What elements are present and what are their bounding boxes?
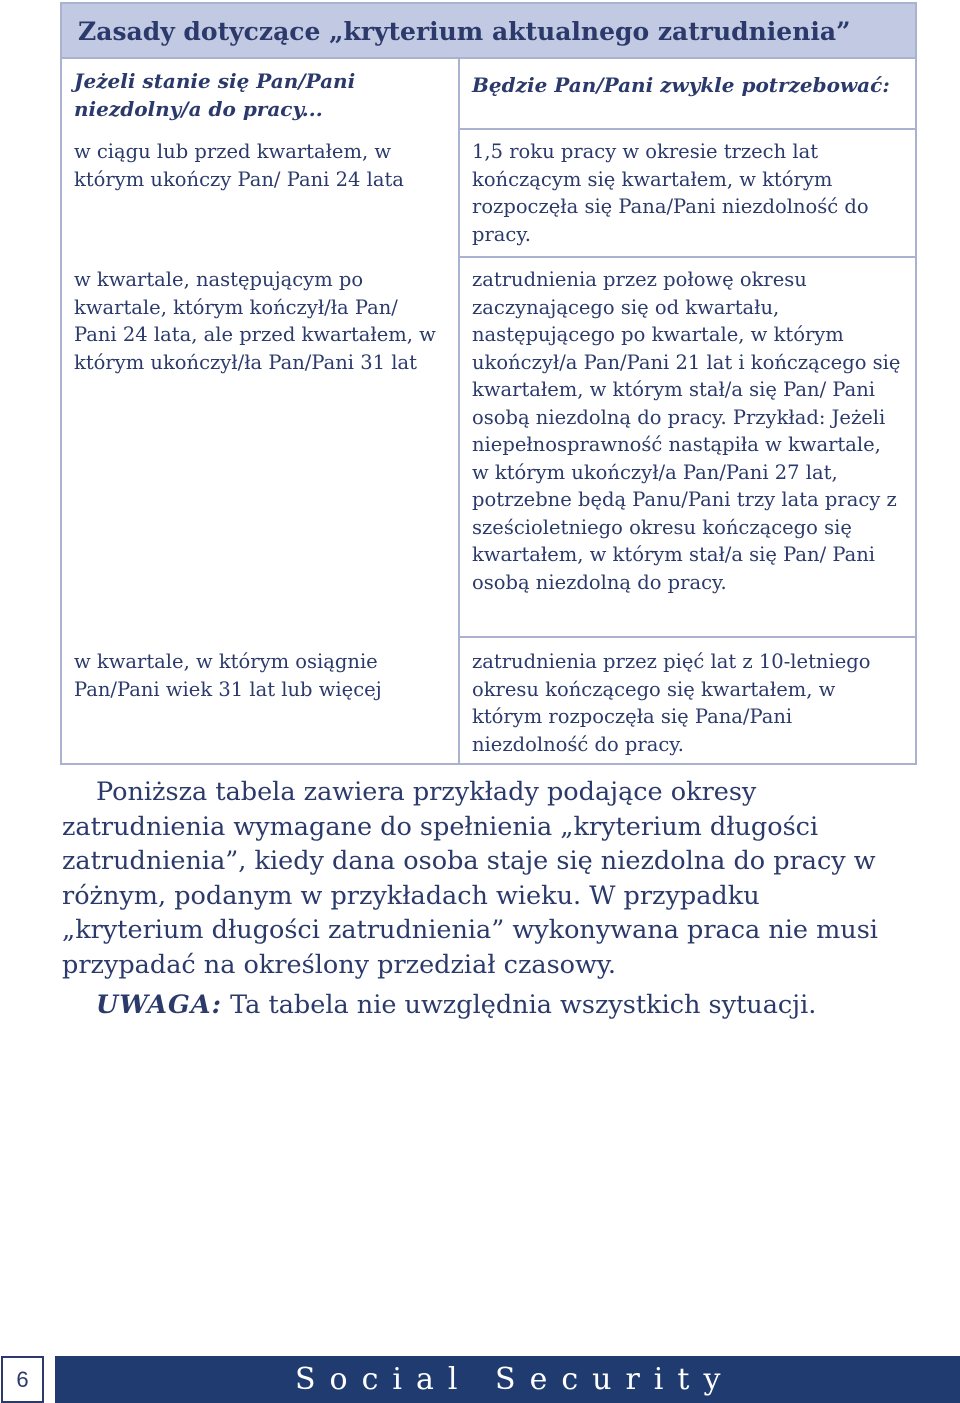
row-1-requirement: 1,5 roku pracy w okresie trzech lat kończącym się kwartałem, w którym rozpoczęła się Pana/Pani niezdolność do pracy. — [458, 130, 915, 258]
row-3-requirement: zatrudnienia przez pięć lat z 10-letniego okresu kończącego się kwartałem, w którym rozpoczęła się Pana/Pani niezdolność do pracy. — [458, 638, 915, 763]
row-2-condition: w kwartale, następującym po kwartale, którym kończył/ła Pan/ Pani 24 lata, ale przed kwartałem, w którym ukończył/ła Pan/Pani 31 lat — [74, 268, 436, 374]
note — [96, 988, 816, 1022]
brand-name: Social Security — [295, 1362, 735, 1397]
row-2-requirement: zatrudnienia przez połowę okresu zaczynającego się od kwartału, następującego po kwartale, w którym ukończył/a Pan/Pani 21 lat i kończącego się kwartałem, w którym stał/a się Pan/ Pani osobą niezdolną do pracy. Przykład: Jeżeli niepełnosprawność nastąpiła w kwartale, w którym ukończył/a Pan/Pani 27 lat, potrzebne będą Panu/Pani trzy lata pracy z sześcioletniego okresu kończącego się kwartałem, w którym stał/a się Pan/ Pani osobą niezdolną do pracy. — [458, 258, 915, 638]
note-text: Ta tabela nie uwzględnia wszystkich sytuacji. — [222, 990, 817, 1020]
note-label: UWAGA: — [96, 990, 223, 1020]
table-title: Zasady dotyczące „kryterium aktualnego zatrudnienia” — [62, 4, 915, 59]
header-left: Jeżeli stanie się Pan/Pani niezdolny/a do pracy... — [74, 69, 356, 121]
explanation-paragraph — [62, 775, 902, 982]
paragraph-text: Poniższa tabela zawiera przykłady podające okresy zatrudnienia wymagane do spełnienia „kryterium długości zatrudnienia”, kiedy dana osoba staje się niezdolna do pracy w różnym, podanym w przykładach wieku. W przypadku „kryterium długości zatrudnienia” wykonywana praca nie musi przypadać na określony przedział czasowy. — [62, 777, 878, 980]
header-right: Będzie Pan/Pani zwykle potrzebować: — [458, 59, 915, 130]
employment-criteria-table — [60, 2, 917, 765]
page-number: 6 — [1, 1356, 44, 1403]
row-1-condition: w ciągu lub przed kwartałem, w którym ukończy Pan/ Pani 24 lata — [74, 140, 404, 191]
row-3-condition: w kwartale, w którym osiągnie Pan/Pani wiek 31 lat lub więcej — [74, 650, 382, 701]
footer-brand-bar — [55, 1356, 960, 1403]
